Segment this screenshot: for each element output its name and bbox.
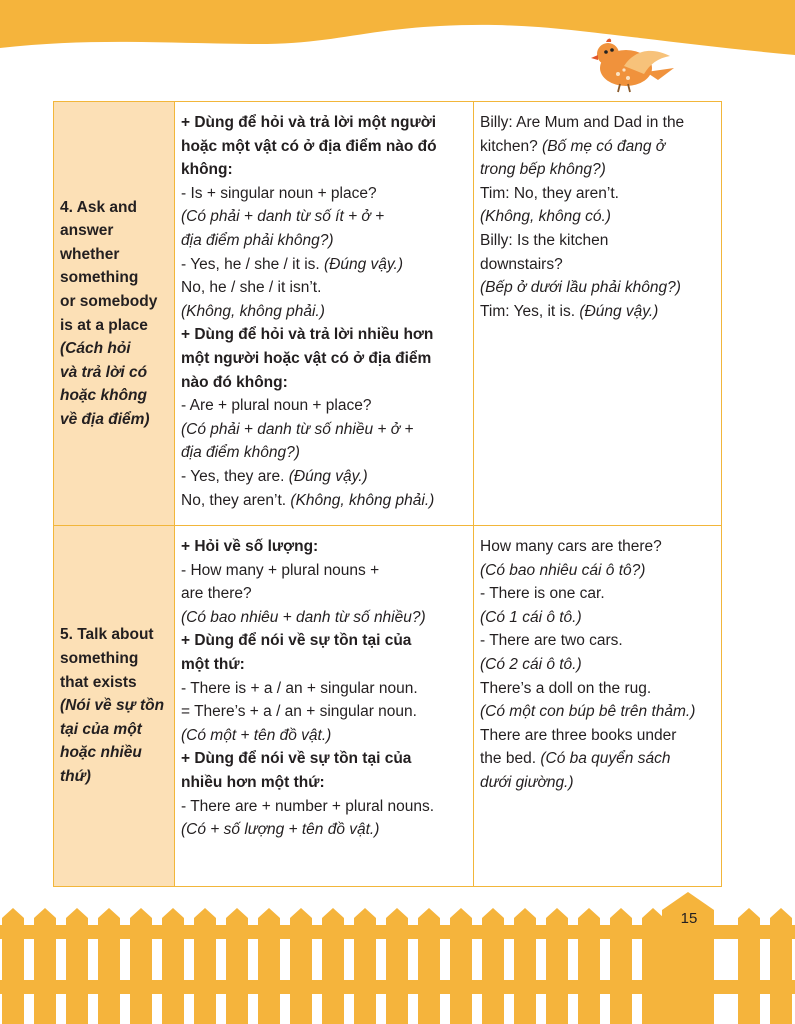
topic-vi-line: tại của một [60,720,142,738]
line-text: (Có 1 cái ô tô.) [480,608,582,626]
topic-vi-line: hoặc không [60,387,147,405]
topic-cell [54,526,175,887]
line-text: (Có phải + danh từ số ít + ở + [181,208,385,226]
line-text: + Dùng để hỏi và trả lời một người [181,114,437,131]
text-line [181,489,467,513]
line-text: nào đó không: [181,373,288,391]
text-line [181,418,467,442]
line-text: There are three books under [480,726,677,744]
text-line [181,276,467,300]
text-line [181,229,467,253]
line-text: dưới giường.) [480,773,574,791]
line-translation: (Đúng vậy.) [284,467,368,485]
text-line [181,606,467,630]
text-line [480,677,715,701]
text-line [480,253,715,277]
examples-cell [474,526,722,887]
text-line [181,771,467,795]
line-text: (Không, không có.) [480,208,611,226]
text-line [181,205,467,229]
topic-vi-line: hoặc nhiều [60,744,142,762]
usage-cell [175,102,474,526]
line-text: không: [181,161,233,179]
topic-en-line: that exists [60,673,137,691]
line-text: nhiều hơn một thứ: [181,773,325,791]
text-line [181,700,467,724]
text-line [181,182,467,206]
text-line [181,535,467,559]
line-text: There’s a doll on the rug. [480,679,652,697]
text-line [480,182,715,206]
grammar-table [53,101,722,887]
line-text: một thứ: [181,655,245,673]
line-text: - How many + plural nouns + [181,561,380,579]
line-text: - There is + a / an + singular noun. [181,679,418,697]
text-line [480,771,715,795]
line-translation: (Đúng vậy.) [575,302,659,320]
text-line [480,606,715,630]
text-line [480,276,715,300]
line-text: - There are + number + plural nouns. [181,797,435,815]
text-line [181,111,467,135]
topic-en-line: something [60,650,139,668]
line-text: How many cars are there? [480,538,662,555]
line-text: (Bếp ở dưới lầu phải không?) [480,279,681,297]
text-line [181,465,467,489]
line-text: (Có một + tên đồ vật.) [181,726,332,744]
picket-fence [0,880,795,1024]
line-text: + Hỏi về số lượng: [181,538,319,555]
line-text: (Có bao nhiêu cái ô tô?) [480,561,646,579]
line-text: + Dùng để nói về sự tồn tại của [181,750,412,768]
text-line [181,629,467,653]
text-line [181,724,467,748]
text-line [181,818,467,842]
line-text: địa điểm không?) [181,444,300,462]
text-line [181,300,467,324]
table-row [54,526,722,887]
line-translation: (Có ba quyển sách [536,750,671,768]
line-translation: (Bố mẹ có đang ở [537,137,666,155]
text-line [181,795,467,819]
line-text: No, they aren’t. [181,491,287,509]
line-text: = There’s + a / an + singular noun. [181,703,417,721]
line-text: Billy: Is the kitchen [480,231,609,249]
line-text: downstairs? [480,255,563,273]
text-line [181,747,467,771]
text-line [480,559,715,583]
text-line [181,677,467,701]
text-line [480,111,715,135]
text-line [181,347,467,371]
topic-en-line: 5. Talk about [60,626,154,644]
text-line [181,559,467,583]
topic-en-line: is at a place [60,316,148,334]
line-text: - There is one car. [480,585,605,603]
table-row [54,102,722,526]
topic-en-line: whether [60,245,120,263]
line-text: - Yes, they are. [181,467,285,485]
text-line [181,394,467,418]
topic-cell [54,102,175,526]
line-text: địa điểm phải không?) [181,231,334,249]
text-line [181,135,467,159]
text-line [181,582,467,606]
line-text: No, he / she / it isn’t. [181,279,322,297]
line-text: + Dùng để hỏi và trả lời nhiều hơn [181,326,434,344]
text-line [480,724,715,748]
line-text: hoặc một vật có ở địa điểm nào đó [181,137,437,155]
text-line [181,653,467,677]
line-translation: (Không, không phải.) [286,491,435,509]
line-text: (Có phải + danh từ số nhiều + ở + [181,420,414,438]
topic-en-line: answer [60,222,114,240]
text-line [480,135,715,159]
line-text: are there? [181,585,252,603]
text-line [181,158,467,182]
line-text: the bed. [480,750,537,768]
line-text: - Yes, he / she / it is. [181,255,320,273]
topic-vi-line: (Nói về sự tồn [60,697,165,715]
line-text: trong bếp không?) [480,161,606,179]
line-text: (Có một con búp bê trên thảm.) [480,703,696,721]
line-text: (Có bao nhiêu + danh từ số nhiều?) [181,608,426,626]
line-translation: (Đúng vậy.) [319,255,403,273]
text-line [181,371,467,395]
topic-en-line: or somebody [60,292,158,310]
usage-cell [175,526,474,887]
line-text: Tim: No, they aren’t. [480,184,619,202]
text-line [480,300,715,324]
line-text: - There are two cars. [480,632,623,650]
text-line [480,629,715,653]
topic-vi-line: về địa điểm) [60,410,150,428]
text-line [480,205,715,229]
line-text: - Are + plural noun + place? [181,397,372,415]
line-text: - Is + singular noun + place? [181,184,377,202]
line-text: (Không, không phải.) [181,302,325,320]
topic-en-line: 4. Ask and [60,198,137,216]
line-text: Tim: Yes, it is. [480,302,576,320]
page-number: 15 [680,910,698,927]
text-line [480,582,715,606]
text-line [480,158,715,182]
text-line [480,535,715,559]
text-line [181,323,467,347]
bird-icon [588,34,678,96]
line-text: Billy: Are Mum and Dad in the [480,114,685,131]
line-text: (Có 2 cái ô tô.) [480,655,582,673]
text-line [480,747,715,771]
text-line [181,441,467,465]
line-text: kitchen? [480,137,538,155]
topic-en-line: something [60,269,139,287]
line-text: (Có + số lượng + tên đồ vật.) [181,821,380,839]
topic-vi-line: thứ) [60,767,91,785]
topic-vi-line: và trả lời có [60,363,148,381]
text-line [480,700,715,724]
text-line [480,653,715,677]
examples-cell [474,102,722,526]
line-text: + Dùng để nói về sự tồn tại của [181,632,412,650]
line-text: một người hoặc vật có ở địa điểm [181,349,432,367]
topic-vi-line: (Cách hỏi [60,340,131,358]
text-line [181,253,467,277]
text-line [480,229,715,253]
